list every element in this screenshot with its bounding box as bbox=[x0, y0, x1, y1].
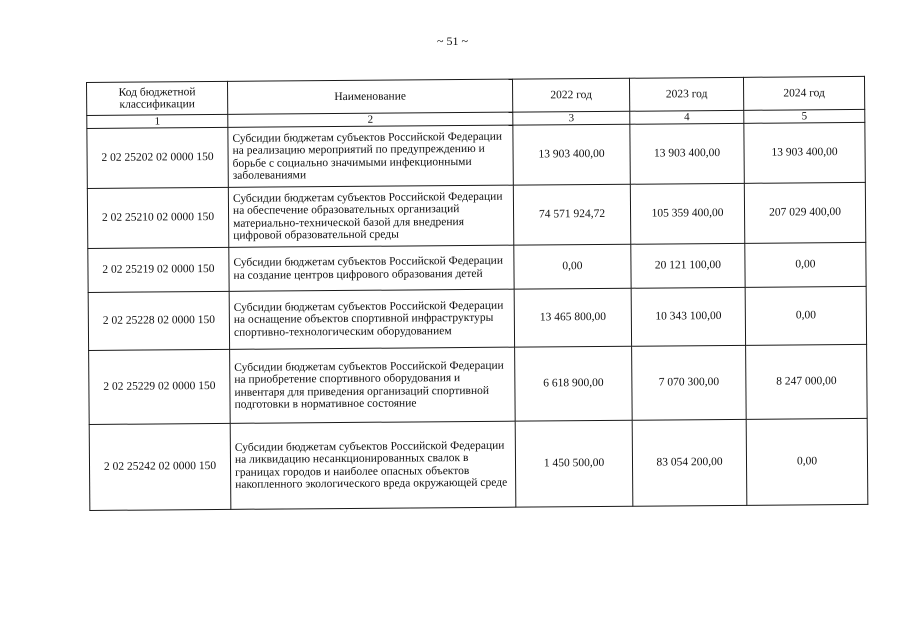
name-cell: Субсидии бюджетам субъектов Российской Федерации на приобретение спортивного оборудования и инвентаря для приведения организаций спортивной подготовки в нормативное состояние bbox=[230, 347, 516, 423]
name-cell: Субсидии бюджетам субъектов Российской Федерации на оснащение объектов спортивной инфраструктуры спортивно-технологическим оборудованием bbox=[229, 289, 514, 349]
name-cell: Субсидии бюджетам субъектов Российской Федерации на ликвидацию несанкционированных свалок в границах городов и наиболее опасных объектов накопленного экологического вреда окружающей среде bbox=[230, 421, 516, 509]
budget-table bbox=[86, 76, 868, 511]
name-cell: Субсидии бюджетам субъектов Российской Федерации на создание центров цифрового образования детей bbox=[229, 245, 514, 291]
amount-2024-cell: 0,00 bbox=[745, 286, 866, 345]
amount-2024-cell: 0,00 bbox=[745, 242, 866, 287]
amount-2022-cell: 74 571 924,72 bbox=[513, 184, 630, 245]
amount-2022-cell: 6 618 900,00 bbox=[515, 346, 633, 421]
table-row bbox=[89, 418, 868, 510]
amount-2023-cell: 20 121 100,00 bbox=[631, 243, 745, 288]
header-2024: 2024 год bbox=[743, 76, 864, 110]
column-number: 1 bbox=[87, 114, 228, 128]
column-number: 3 bbox=[513, 111, 630, 125]
column-number: 4 bbox=[630, 110, 744, 124]
table-row bbox=[89, 344, 868, 424]
table-row bbox=[87, 122, 865, 188]
amount-2022-cell: 0,00 bbox=[514, 244, 631, 289]
amount-2024-cell: 8 247 000,00 bbox=[746, 344, 868, 419]
budget-code-cell: 2 02 25242 02 0000 150 bbox=[89, 423, 231, 510]
amount-2024-cell: 0,00 bbox=[746, 418, 868, 505]
budget-code-cell: 2 02 25219 02 0000 150 bbox=[88, 247, 229, 292]
name-cell: Субсидии бюджетам субъектов Российской Федерации на обеспечение образовательных организаций материально-технической базой для внедрения цифровой образовательной среды bbox=[228, 185, 513, 247]
page-number: ~ 51 ~ bbox=[437, 34, 468, 48]
amount-2022-cell: 13 903 400,00 bbox=[513, 124, 630, 185]
table-row bbox=[88, 286, 866, 350]
amount-2023-cell: 10 343 100,00 bbox=[631, 287, 745, 346]
table-row bbox=[88, 242, 866, 292]
name-cell: Субсидии бюджетам субъектов Российской Федерации на реализацию мероприятий по предупреждению и борьбе с социально значимыми инфекционными заболеваниями bbox=[228, 125, 513, 187]
budget-code-cell: 2 02 25202 02 0000 150 bbox=[87, 127, 228, 188]
header-name: Наименование bbox=[227, 79, 512, 114]
header-2022: 2022 год bbox=[512, 78, 629, 112]
budget-code-cell: 2 02 25210 02 0000 150 bbox=[87, 187, 228, 248]
column-number: 2 bbox=[228, 112, 513, 127]
amount-2023-cell: 13 903 400,00 bbox=[630, 123, 744, 184]
budget-code-cell: 2 02 25228 02 0000 150 bbox=[88, 291, 229, 350]
amount-2023-cell: 7 070 300,00 bbox=[632, 345, 747, 420]
amount-2024-cell: 13 903 400,00 bbox=[744, 122, 865, 183]
amount-2022-cell: 1 450 500,00 bbox=[515, 420, 633, 507]
amount-2022-cell: 13 465 800,00 bbox=[514, 288, 631, 347]
budget-code-cell: 2 02 25229 02 0000 150 bbox=[89, 349, 231, 424]
amount-2023-cell: 105 359 400,00 bbox=[630, 183, 744, 244]
column-number: 5 bbox=[744, 109, 865, 123]
header-2023: 2023 год bbox=[629, 77, 743, 111]
amount-2024-cell: 207 029 400,00 bbox=[744, 182, 865, 243]
table-row bbox=[87, 182, 865, 248]
amount-2023-cell: 83 054 200,00 bbox=[632, 419, 747, 506]
header-code: Код бюджетной классификации bbox=[87, 81, 228, 115]
